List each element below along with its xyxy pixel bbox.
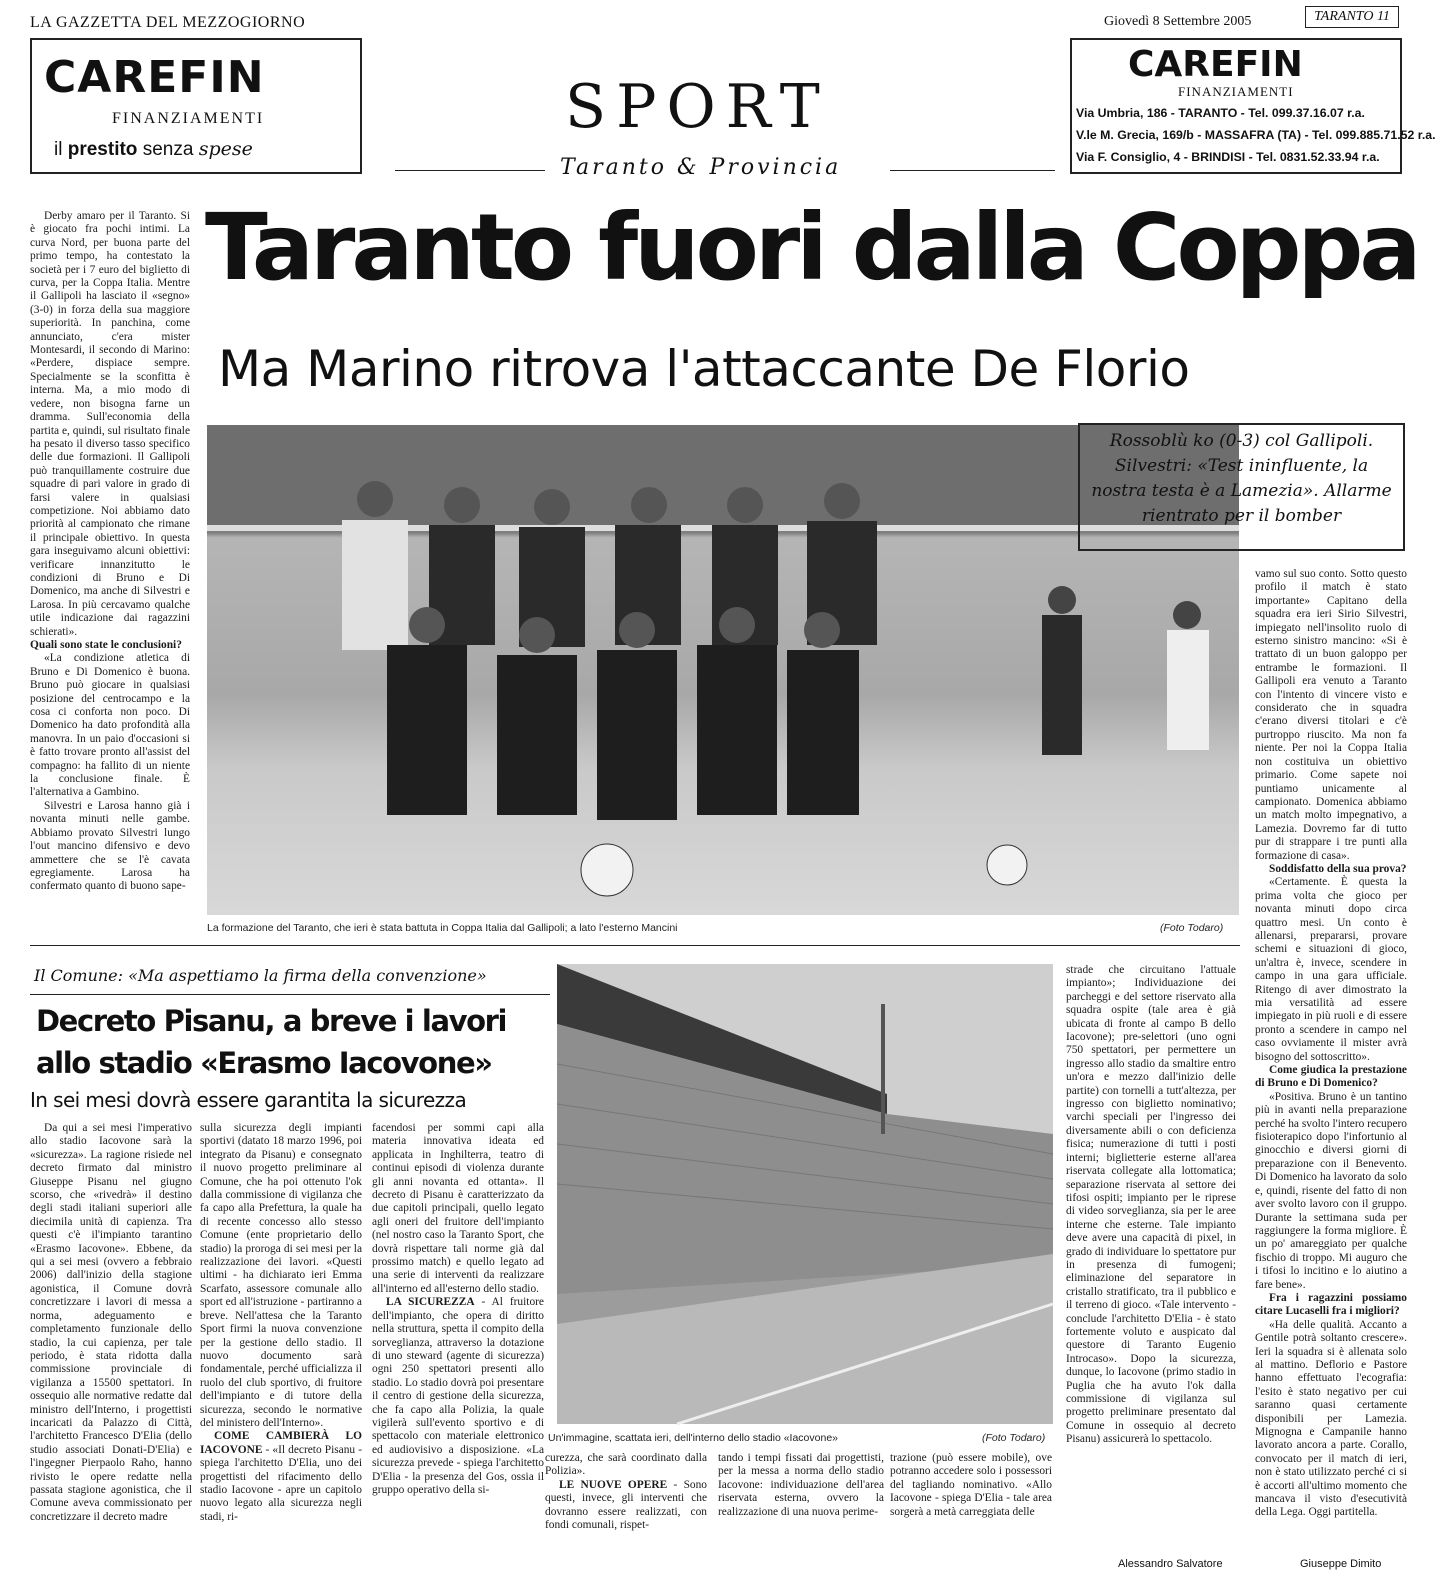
- section-divider: [30, 945, 1240, 946]
- summary-box: Rossoblù ko (0-3) col Gallipoli. Silvestri: «Test ininfluente, la nostra testa è a Lamezia». Allarme rientrato per il bomber: [1078, 423, 1405, 551]
- article2-headline: [36, 1000, 506, 1084]
- headline-line: allo stadio «Erasmo Iacovone»: [36, 1046, 492, 1080]
- ad-address-line: Via Umbria, 186 - TARANTO - Tel. 099.37.16.07 r.a.: [1076, 106, 1365, 120]
- ad-sub: FINANZIAMENTI: [1178, 84, 1294, 99]
- stadium-photo-shapes: [557, 964, 1053, 1424]
- ad-address-line: V.le M. Grecia, 169/b - MASSAFRA (TA) - Tel. 099.885.71.52 r.a.: [1076, 128, 1436, 142]
- issue-date: Giovedì 8 Settembre 2005: [1104, 14, 1252, 29]
- question: Soddisfatto della sua prova?: [1269, 862, 1407, 875]
- article2-col7: [890, 1452, 1052, 1582]
- byline: Giuseppe Dimito: [1300, 1558, 1382, 1570]
- question: Come giudica la prestazione di Bruno e Di Domenico?: [1255, 1064, 1407, 1090]
- photo-caption: Un'immagine, scattata ieri, dell'interno dello stadio «Iacovone»: [548, 1432, 839, 1444]
- paragraph: «La condizione atletica di Bruno e Di Domenico è buona. Bruno può giocare in qualsiasi posizione del centrocampo e la cosa ci conforta non poco. Di Domenico ha dato profondità alla manovra. In un paio d'occasioni si è fatto trovare pronto all'assist del compagno: ha fallito di un niente la conclusione finale. È l'alternativa a Gambino.: [30, 652, 190, 799]
- subhead: LE NUOVE OPERE: [559, 1478, 668, 1491]
- photo-credit: (Foto Todaro): [1160, 922, 1224, 934]
- paragraph: - «Il decreto Pisanu - spiega l'architetto D'Elia, uno dei progettisti del rifacimento dello stadio Iacovone - apre un capitolo nuovo legato alla sicurezza negli stadi, ri-: [200, 1443, 362, 1523]
- article2-kicker: Il Comune: «Ma aspettiamo la firma della convenzione»: [34, 966, 487, 985]
- subhead: LA SICUREZZA: [386, 1296, 475, 1309]
- paragraph: trazione (può essere mobile), ove potranno accedere solo i possessori del tagliando nominativo. «Allo Iacovone - spiega D'Elia - tale area sorgerà a metà carreggiata delle: [890, 1452, 1052, 1518]
- action-players: [1042, 586, 1209, 755]
- floodlight: [881, 1004, 885, 1134]
- article2-col4: [1066, 964, 1236, 1554]
- paragraph: Silvestri e Larosa hanno già i novanta minuti nelle gambe. Abbiamo provato Silvestri lungo l'out mancino difensivo e devo ammettere che se l'è cavata egregiamente. Larosa ha confermato quanto di buono sape-: [30, 799, 190, 893]
- ad-address-line: Via F. Consiglio, 4 - BRINDISI - Tel. 0831.52.33.94 r.a.: [1076, 150, 1380, 164]
- article2-col1: [30, 1122, 192, 1582]
- section-subtitle: Taranto & Provincia: [560, 155, 842, 180]
- article-column-right: [1255, 568, 1407, 1568]
- article2-col2: [200, 1122, 362, 1582]
- question: Quali sono state le conclusioni?: [30, 639, 182, 651]
- article2-col5: [545, 1452, 707, 1582]
- slogan-word: spese: [198, 138, 253, 160]
- paragraph: «Positiva. Bruno è un tantino più in avanti nella preparazione perché ha svolto l'intero recupero fisioterapico dopo l'infortunio al ginocchio e diversi giorni di preparazione con il Benevento. Di Domenico ha lavorato da solo e, quindi, risente del fatto di non aver svolto lavoro con il gruppo. Durante la settimana suda per raggiungere la forma migliore. È un po' amareggiato per qualche fischio di troppo. Mi auguro che i tifosi lo incitino e lo aiutino a fare bene».: [1255, 1090, 1407, 1291]
- ad-slogan: [54, 138, 253, 161]
- ball-icon: [581, 844, 633, 896]
- kicker-rule: [30, 994, 550, 995]
- slogan-word: senza: [142, 139, 194, 160]
- article2-subtitle: In sei mesi dovrà essere garantita la sicurezza: [30, 1088, 467, 1112]
- page-label: TARANTO 11: [1305, 6, 1399, 28]
- article2-col3: [372, 1122, 544, 1496]
- paragraph: Da qui a sei mesi l'imperativo allo stadio Iacovone sarà la «sicurezza». La ragione risiede nel decreto firmato dal ministro Giuseppe Pisanu nel giugno scorso, che «rivedrà» il destino degli stadi italiani superiori alle diecimila unità di capienza. Tra questi c'è il'impianto tarantino «Erasmo Iacovone». Ebbene, da qui a sei mesi (ovvero a febbraio 2006) dall'inizio della stagione agonistica, il Comune dovrà concretizzare i lavori di messa a norma, adeguamento e completamento funzionale dello stadio, la cui capienza, per tale periodo, è stata ridotta dalla commissione provinciale di vigilanza a 15500 spettatori. In ossequio alle normative redatte dal ministro dell'Interno, i progettisti incaricati da Palazzo di Città, l'architetto Francesco D'Elia (dello studio associati Donati-D'Elia) e l'ingegner Pierpaolo Raho, hanno rivisto le opere redatte nella passata stagione agonistica, che il Comune aveva commissionato per concretizzare il decreto madre: [30, 1122, 192, 1523]
- ad-carefin-right: [1070, 38, 1436, 174]
- headline-line: Decreto Pisanu, a breve i lavori: [36, 1004, 507, 1038]
- paragraph: «Certamente. È questa la prima volta che gioco per novanta minuti dopo circa quattro mesi. Un conto è allenarsi, prepararsi, provare schemi e situazioni di gioco, un'altra è, invece, scendere in campo in una gara ufficiale. Ritengo di aver dimostrato la mia versatilità ad essere impiegato in più ruoli e di essere pronto a scendere in campo nel caso ovviamente il mister avrà bisogno del sottoscritto».: [1255, 876, 1407, 1063]
- paragraph: strade che circuitano l'attuale impianto»; Individuazione dei parcheggi e del settore riservato alla squadra ospite (tale area è già ubicata di fronte al campo B dello Iacovone); pre-selettori (uno ogni 750 spettatori, per permettere un ingresso allo stadio da smaltire entro un'ora e mezzo dall'inizio delle partite) con tornelli a tutt'altezza, per ingresso con biglietto nominativo; varchi speciali per l'ingresso dei diversamente abili o con deficienza fisica; numerazione di tutti i posti interni; biglietterie esterne all'area riservata collegate alla lottomatica; separazione riservata al settore dei tifosi ospiti; impianto per le riprese di video sorveglianza, sia per le aree interne che esterne. Tale impianto deve avere una capacità di pixel, in grado di individuare lo spettatore pur in presenza di fumogeni; eliminazione del separatore in cristallo stratificato, tra il pubblico e il terreno di gioco. «Tale intervento - conclude l'architetto D'Elia - è stato fortemente voluto e auspicato dal questore di Taranto Eugenio Introcaso». Dopo la sicurezza, dunque, lo Iacovone (primo stadio in Puglia che ha avuto l'ok dalla commissione di vigilanza sul progetto preliminare presentato dal Comune in ossequio al decreto Pisanu) assicurerà lo spettacolo.: [1066, 964, 1236, 1446]
- byline: Alessandro Salvatore: [1118, 1558, 1223, 1570]
- paragraph: - Al fruitore dell'impianto, che opera di diritto nella struttura, spetta il compito della sorveglianza, attraverso la dotazione di uno steward (agente di sicurezza) ogni 250 spettatori presenti allo stadio. Lo stadio dovrà poi presentare il centro di gestione della sicurezza, che fa capo alla Polizia, la quale vigilerà sull'evento sportivo e di spettacolo con materiale elettronico ed audiovisivo a disposizione. «La sicurezza prevede - spiega l'architetto D'Elia - la presenza del Gos, ossia il gruppo operativo della si-: [372, 1296, 544, 1496]
- question: Fra i ragazzini possiamo citare Lucaselli fra i migliori?: [1255, 1291, 1407, 1318]
- ad-carefin-left: [30, 38, 362, 174]
- headline: Taranto fuori dalla Coppa: [205, 194, 1418, 301]
- ball-icon: [987, 845, 1027, 885]
- slogan-word: prestito: [67, 139, 138, 160]
- paragraph: curezza, che sarà coordinato dalla Polizia».: [545, 1452, 707, 1478]
- paragraph: «Ha delle qualità. Accanto a Gentile potrà soltanto crescere». Ieri la squadra si è allenata solo al mattino. Deflorio e Pastore hanno effettuato l'ecografia: l'esito è stato negativo per cui saranno quasi certamente disponibili per Lamezia. Mignogna e Campanile hanno lavorato ancora a parte. Corallo, convocato per il match di ieri, non è stato utilizzato perché ci si è accorti all'ultimo momento che mancava il visto d'esecutività della Lega. Oggi partitella.: [1255, 1318, 1407, 1519]
- paragraph: Derby amaro per il Taranto. Si è giocato fra pochi intimi. La curva Nord, per buona parte del primo tempo, ha contestato la società per i 7 euro del biglietto di curva, per la Coppa Italia. Mentre il Gallipoli ha lasciato il «segno» (3-0) in forza della sua maggiore superiorità. In panchina, come annunciato, c'era mister Montesardi, il secondo di Marino: «Perdere, dispiace sempre. Specialmente se la sconfitta è interna. Ma, a mio modo di vedere, non bisogna farne un dramma. Sull'economia della partita e, quindi, sul risultato finale ha pesato il diverso tasso specifico delle due formazioni. Il Gallipoli può tranquillamente costruire due squadre di pari valore in grado di farsi valere in qualsiasi competizione. Noi abbiamo dato priorità al campionato che rimane il principale obiettivo. In questa gara inseguivamo alcuni obiettivi: verificare innanzitutto le condizioni di Bruno e Di Domenico, ma anche di Silvestri e Larosa. In più cercavamo qualche utile indicazione dai ragazzini schierati».: [30, 210, 190, 638]
- paragraph: sulla sicurezza degli impianti sportivi (datato 18 marzo 1996, poi integrato da Pisanu) e consegnato il nuovo progetto preliminare al Comune, che ha poi ottenuto l'ok dalla commissione di vigilanza che fa capo alla Prefettura, la quale ha di recente concesso allo stesso Comune (ente proprietario dello stadio) la proroga di sei mesi per la realizzazione dei lavori. «Questi ultimi - ha dichiarato ieri Emma Scarfato, assessore comunale allo sport ed all'istruzione - partiranno a breve. Nell'attesa che la Taranto Sport firmi la nuova convenzione per la gestione dello stadio. Il nuovo documento sarà fondamentale, perché ufficializza il ruolo del club sportivo, di fruitore dell'impianto e di tutore della sicurezza, secondo le normative del ministero dell'Interno».: [200, 1122, 362, 1429]
- paragraph: tando i tempi fissati dai progettisti, per la messa a norma dello stadio Iacovone: individuazione dell'area riservata esterna, ovvero la realizzazione di una nuova perime-: [718, 1452, 884, 1518]
- section-rule-right: [890, 170, 1055, 171]
- photo-credit: (Foto Todaro): [982, 1432, 1046, 1444]
- ad-brand: CAREFIN: [44, 52, 265, 103]
- slogan-word: il: [54, 139, 63, 160]
- paper-name: LA GAZZETTA DEL MEZZOGIORNO: [30, 14, 306, 31]
- paragraph: - Sono questi, invece, gli interventi che dovranno essere realizzati, con fondi comunali, rispet-: [545, 1478, 707, 1532]
- photo-caption: La formazione del Taranto, che ieri è stata battuta in Coppa Italia dal Gallipoli; a lato l'esterno Mancini: [207, 922, 678, 934]
- stadium-photo: [557, 964, 1053, 1424]
- ad-sub: FINANZIAMENTI: [112, 110, 265, 127]
- subhead: COME CAMBIERÀ LO IACOVONE: [200, 1430, 362, 1456]
- paragraph: facendosi per sommi capi alla materia innovativa ideata ed applicata in Inghilterra, teatro di continui episodi di violenza durante gli anni novanta ed ottanta». Il decreto di Pisanu è caratterizzato da due capitoli principali, quello legato agli oneri del fruitore dell'impianto (nel nostro caso la Taranto Sport, che dovrà rispettare tali norme già dal prossimo match) e quello legato ad una serie di interventi da realizzare all'interno ed all'esterno dello stadio.: [372, 1122, 544, 1295]
- article-column-left: [30, 210, 190, 935]
- article2-col6: [718, 1452, 884, 1582]
- paragraph: vamo sul suo conto. Sotto questo profilo il match è stato importante» Capitano della squadra era ieri Sirio Silvestri, impiegato nell'insolito ruolo di esterno sinistro mancino: «Si è trattato di un buon galoppo per entrambe le formazioni. Il Gallipoli era venuto a Taranto con l'intento di vincere visto e considerato che in squadra c'erano diversi titolari e c'è purtroppo riuscito. Ma non fa niente. Per noi la Coppa Italia non costituiva un obiettivo primario. Come sapete noi puntiamo unicamente al campionato. Domenica abbiamo un match molto impegnativo, a Lamezia. Dovremo far di tutto pur di strappare i tre punti alla formazione di casa».: [1255, 568, 1407, 862]
- ad-brand: CAREFIN: [1128, 44, 1303, 85]
- section-title: SPORT: [565, 72, 830, 142]
- subheadline: Ma Marino ritrova l'attaccante De Florio: [218, 340, 1190, 398]
- section-rule-left: [395, 170, 545, 171]
- ad-addresses: [1076, 102, 1436, 168]
